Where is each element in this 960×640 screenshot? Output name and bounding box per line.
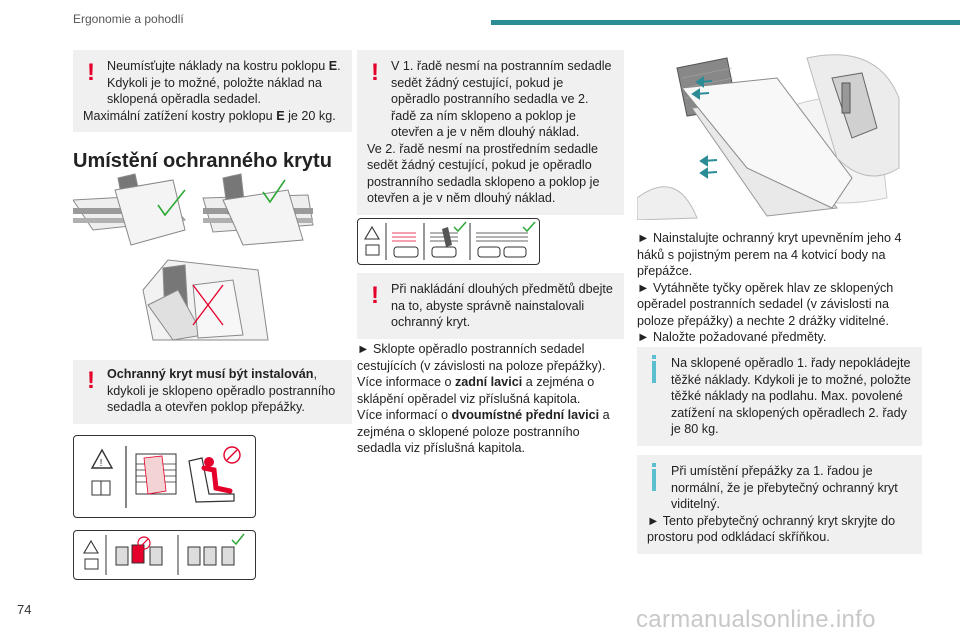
header-accent-bar	[491, 20, 960, 25]
instruction-step: ► Vytáhněte tyčky opěrek hlav ze sklopených opěradel postranních sedadel (v závislosti na poloze přepážky) a nechte 2 drážky viditelné.	[637, 280, 894, 328]
warning-icon: !	[87, 59, 95, 86]
check-icon	[232, 534, 244, 544]
watermark: carmanualsonline.info	[636, 606, 876, 633]
cover-placement-illustration	[73, 170, 338, 345]
long-load-pictogram	[357, 218, 540, 265]
instructions-body	[357, 341, 622, 457]
section-heading: Umístění ochranného krytu	[73, 150, 332, 172]
warning-text: Ve 2. řadě nesmí na prostředním sedadle sedět žádný cestující, pokud je opěradlo postranního sedadla sklopeno a poklop je otevřen a je v něm dlouhý náklad.	[367, 141, 600, 205]
warning-bold: Ochranný kryt musí být instalován	[107, 367, 314, 381]
warning-box-long-items	[357, 273, 624, 339]
body-bold: zadní lavici	[455, 375, 523, 389]
part-label: E	[328, 59, 338, 73]
warning-text: Maximální zatížení kostry poklopu	[83, 108, 277, 123]
body-bold: dvoumístné přední lavici	[451, 408, 600, 422]
warning-text: je 20 kg.	[284, 108, 336, 123]
info-text: Na sklopené opěradlo 1. řady nepokládejte těžké náklady. Kdykoli je to možné, položte těžké náklady na podlahu. Max. povolené zatížení na sklopených opěradlech 2. řady je 80 kg.	[671, 356, 911, 436]
warning-box-cover-required	[73, 360, 352, 424]
install-steps	[637, 230, 902, 346]
warning-box-passengers	[357, 50, 624, 215]
svg-text:!: !	[99, 458, 103, 469]
page-number: 74	[17, 602, 32, 617]
warning-icon: !	[87, 367, 95, 394]
info-icon	[652, 361, 656, 383]
part-label: E	[276, 108, 285, 123]
section-title: Ergonomie a pohodlí	[73, 12, 184, 26]
seating-layout-pictogram	[73, 530, 256, 580]
manual-book-icon	[85, 559, 98, 569]
warning-triangle-icon	[365, 227, 379, 239]
body-text: Více informace o	[357, 375, 455, 389]
info-text: ► Tento přebytečný ochranný kryt skryjte do prostoru pod odkládací skříňkou.	[647, 513, 896, 544]
placement-correct-2	[203, 174, 313, 245]
warning-icon: !	[371, 59, 379, 86]
warning-box-frame	[73, 50, 352, 132]
placement-correct-1	[73, 174, 185, 245]
warning-text: Neumísťujte náklady na kostru poklopu	[107, 59, 329, 73]
cover-installation-illustration	[637, 48, 901, 220]
body-text: Více informací o	[357, 408, 452, 422]
warning-text: . Kdykoli je to možné, položte náklad na sklopená opěradla sedadel.	[107, 59, 341, 106]
check-icon	[523, 222, 535, 231]
warning-text: Při nakládání dlouhých předmětů dbejte na to, abyste správně nainstalovali ochranný kryt.	[391, 282, 613, 329]
warning-icon: !	[371, 282, 379, 309]
instruction-step: ► Naložte požadované předměty.	[637, 330, 827, 344]
occupant-icon	[204, 457, 214, 467]
info-icon	[652, 469, 656, 491]
placement-incorrect	[143, 260, 268, 340]
manual-book-icon	[366, 245, 379, 255]
info-box-excess-cover	[637, 455, 922, 554]
body-text: a zejména o sklopené poloze postranního sedadla viz příslušná kapitola.	[357, 408, 610, 455]
check-icon	[454, 222, 466, 231]
instruction-step: ► Sklopte opěradlo postranních sedadel cestujících (v závislosti na poloze přepážky).	[357, 342, 606, 373]
warning-text: V 1. řadě nesmí na postranním sedadle sedět žádný cestující, pokud je opěradlo postranního sedadla ve 2. řadě za ním sklopeno a poklop je otevřen a je v něm dlouhý náklad.	[391, 59, 612, 139]
info-box-load-limits	[637, 347, 922, 446]
info-text: Při umístění přepážky za 1. řadou je normální, že je přebytečný ochranný kryt viditelný.	[671, 464, 898, 511]
body-text: a zejména o sklápění opěradel viz příslušná kapitola.	[357, 375, 595, 406]
instruction-step: ► Nainstalujte ochranný kryt upevněním jeho 4 háků s pojistným perem na 4 kotvicí body na přepážce.	[637, 231, 902, 278]
warning-triangle-icon	[84, 541, 98, 553]
seat-warning-pictogram	[73, 435, 256, 518]
warning-text: , kdykoli je sklopeno opěradlo postranního sedadla a otevřen poklop přepážky.	[107, 367, 336, 414]
